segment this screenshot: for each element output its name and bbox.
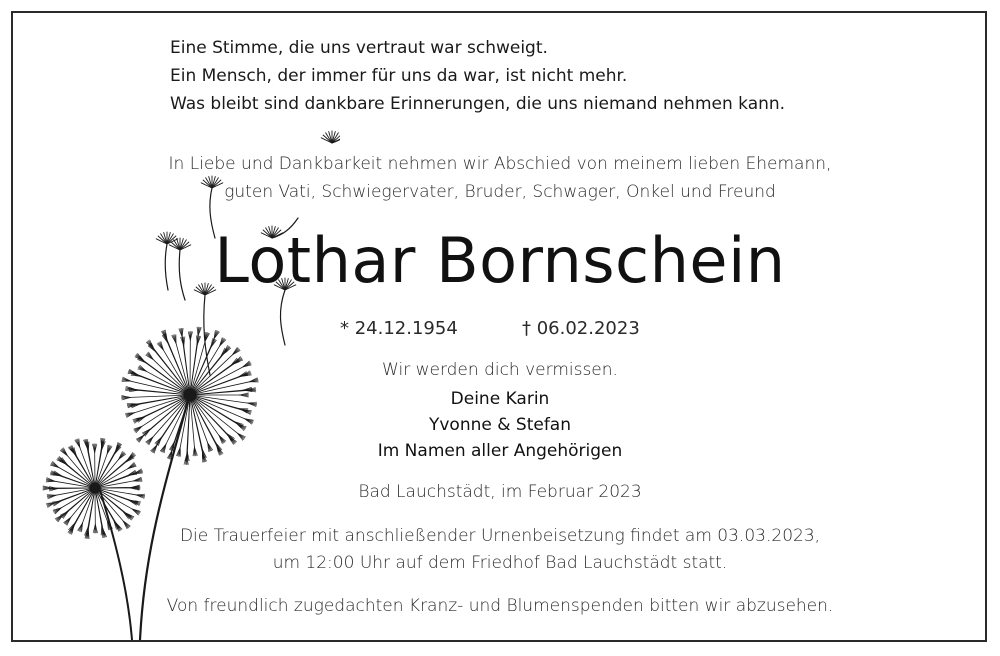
poem <box>170 34 785 118</box>
birth-date: * 24.12.1954 <box>340 318 458 339</box>
deceased-name: Lothar Bornschein <box>214 224 786 297</box>
mourner-line: Im Namen aller Angehörigen <box>377 441 623 461</box>
mourner-line: Deine Karin <box>450 389 550 409</box>
intro-text <box>150 150 850 206</box>
ceremony-line: Die Trauerfeier mit anschließender Urnenbeisetzung findet am 03.03.2023, <box>179 526 821 546</box>
place-date: Bad Lauchstädt, im Februar 2023 <box>358 482 642 502</box>
intro-line: In Liebe und Dankbarkeit nehmen wir Abschied von meinem lieben Ehemann, <box>168 154 832 174</box>
flowers-note: Von freundlich zugedachten Kranz- und Blumenspenden bitten wir abzusehen. <box>166 596 834 616</box>
ceremony-info <box>150 523 850 577</box>
poem-line: Eine Stimme, die uns vertraut war schweigt. <box>170 38 548 58</box>
miss-text: Wir werden dich vermissen. <box>382 360 618 380</box>
death-date: † 06.02.2023 <box>522 318 640 339</box>
mourners <box>150 386 850 464</box>
mourner-line: Yvonne & Stefan <box>428 415 571 435</box>
ceremony-line: um 12:00 Uhr auf dem Friedhof Bad Lauchstädt statt. <box>272 553 728 573</box>
intro-line: guten Vati, Schwiegervater, Bruder, Schwager, Onkel und Freund <box>224 182 776 202</box>
poem-line: Ein Mensch, der immer für uns da war, ist nicht mehr. <box>170 66 628 86</box>
poem-line: Was bleibt sind dankbare Erinnerungen, die uns niemand nehmen kann. <box>170 94 786 114</box>
